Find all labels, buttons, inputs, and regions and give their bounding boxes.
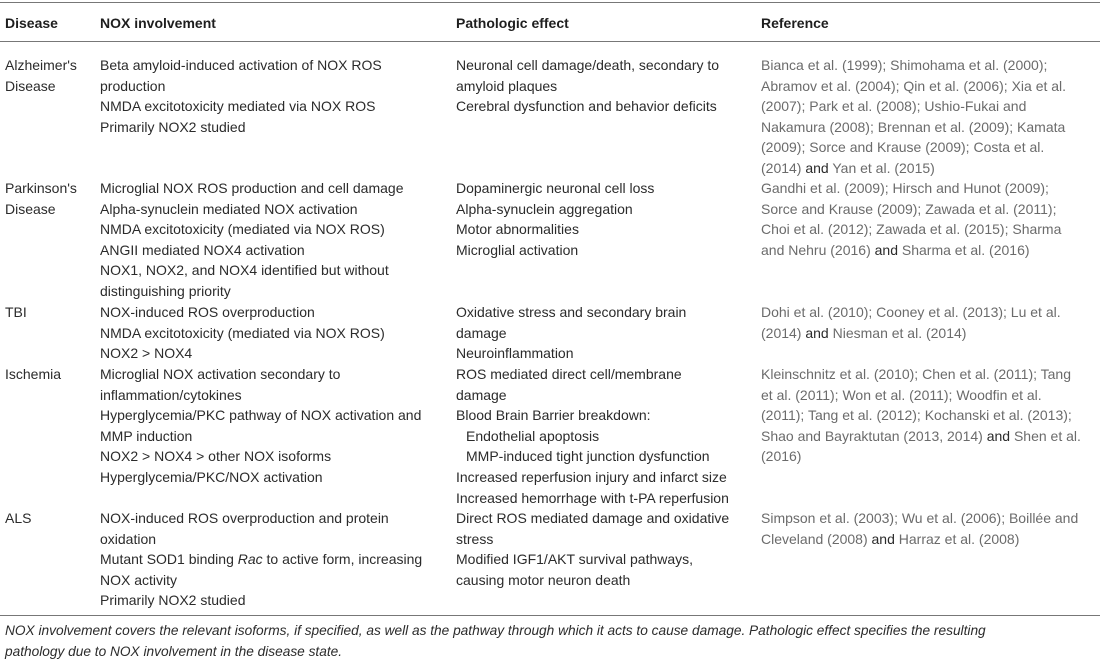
nox-line: NOX2 > NOX4 <box>100 345 193 362</box>
reference-line: Nakamura (2008); Brennan et al. (2009); Kamata <box>761 118 1066 135</box>
reference-line: Choi et al. (2012); Zawada et al. (2015); Sharma <box>761 221 1062 238</box>
nox-line: MMP induction <box>100 427 193 444</box>
pathologic-subitem-line: MMP-induced tight junction dysfunction <box>466 448 710 465</box>
table-row-ischemia-pathologic <box>456 364 756 508</box>
nox-line: Alpha-synuclein mediated NOX activation <box>100 200 358 217</box>
nox-line: Primarily NOX2 studied <box>100 118 246 135</box>
pathologic-line: Dopaminergic neuronal cell loss <box>456 180 655 196</box>
table-row-als-reference <box>761 508 1099 549</box>
reference-line: Simpson et al. (2003); Wu et al. (2006); Boillée and <box>761 510 1079 526</box>
table-row-alzheimers-reference <box>761 55 1099 179</box>
nox-line: NMDA excitotoxicity mediated via NOX ROS <box>100 98 376 115</box>
nox-line: NOX2 > NOX4 > other NOX isoforms <box>100 448 332 465</box>
table-row-tbi-nox <box>100 302 450 364</box>
header-rule <box>0 41 1100 42</box>
nox-line: distinguishing priority <box>100 282 231 299</box>
nox-line: production <box>100 77 166 94</box>
table-row-als-nox <box>100 508 450 611</box>
disease-name-line: Parkinson's <box>5 180 77 196</box>
nox-text: to active form, increasing <box>266 551 423 568</box>
reference-citation: and Nehru (2016) <box>761 241 871 258</box>
nox-line: NOX activity <box>100 571 178 588</box>
reference-line: Abramov et al. (2004); Qin et al. (2006); Xia et al. <box>761 77 1067 94</box>
reference-line <box>761 323 1099 344</box>
reference-line: Gandhi et al. (2009); Hirsch and Hunot (2009); <box>761 180 1049 196</box>
nox-line: NMDA excitotoxicity (mediated via NOX ROS) <box>100 221 385 238</box>
pathologic-line: causing motor neuron death <box>456 571 631 588</box>
table-row-tbi-disease <box>5 302 95 323</box>
reference-and: and <box>871 530 895 547</box>
reference-citation: Cleveland (2008) <box>761 530 868 547</box>
table-row-parkinsons-nox <box>100 178 450 302</box>
reference-citation: (2014) <box>761 324 802 341</box>
pathologic-line: Modified IGF1/AKT survival pathways, <box>456 551 694 568</box>
header-disease: Disease <box>5 15 58 31</box>
rac-gene-italic: Rac <box>237 551 263 568</box>
reference-citation: Shen et al. <box>1013 427 1081 444</box>
pathologic-line: damage <box>456 324 507 341</box>
nox-line: ANGII mediated NOX4 activation <box>100 241 305 258</box>
pathologic-line: Cerebral dysfunction and behavior deficits <box>456 98 717 115</box>
reference-line: Kleinschnitz et al. (2010); Chen et al. (2011); Tang <box>761 366 1071 382</box>
nox-line: Beta amyloid-induced activation of NOX ROS <box>100 57 382 73</box>
reference-citation: (2014) <box>761 159 802 176</box>
header-reference: Reference <box>761 15 829 31</box>
reference-citation: Niesman et al. (2014) <box>832 324 967 341</box>
nox-text: Mutant SOD1 binding <box>100 551 234 568</box>
table-row-tbi-reference <box>761 302 1099 343</box>
reference-and: and <box>805 324 829 341</box>
pathologic-line: stress <box>456 530 494 547</box>
table-row-ischemia-reference <box>761 364 1099 467</box>
reference-line <box>761 158 1099 179</box>
reference-and: and <box>874 241 898 258</box>
reference-line: (2016) <box>761 448 802 465</box>
pathologic-line: Motor abnormalities <box>456 221 579 238</box>
table-row-alzheimers-pathologic <box>456 55 756 117</box>
pathologic-line: ROS mediated direct cell/membrane <box>456 366 682 382</box>
table-row-parkinsons-reference <box>761 178 1099 260</box>
reference-line: (2007); Park et al. (2008); Ushio-Fukai and <box>761 98 1027 115</box>
footnote-line: NOX involvement covers the relevant isoforms, if specified, as well as the pathway through which it acts to cause damage. Pathologic effect specifies the resulting <box>5 623 986 638</box>
reference-line: Bianca et al. (1999); Shimohama et al. (2000); <box>761 57 1048 73</box>
nox-line: oxidation <box>100 530 157 547</box>
table-row-alzheimers-nox <box>100 55 450 137</box>
disease-name-line: TBI <box>5 304 27 320</box>
reference-line <box>761 240 1099 261</box>
header-pathologic-effect: Pathologic effect <box>456 15 569 31</box>
disease-name-line: ALS <box>5 510 32 526</box>
table-bottom-rule <box>0 615 1100 616</box>
pathologic-line: Microglial activation <box>456 241 579 258</box>
table-row-alzheimers-disease <box>5 55 95 96</box>
reference-line: (2011); Tang et al. (2012); Kochanski et al. (2013); <box>761 407 1072 424</box>
header-nox-involvement: NOX involvement <box>100 15 216 31</box>
nox-line: inflammation/cytokines <box>100 386 242 403</box>
pathologic-line: Neuronal cell damage/death, secondary to <box>456 57 720 73</box>
table-row-parkinsons-pathologic <box>456 178 756 260</box>
footnote-line: pathology due to NOX involvement in the disease state. <box>5 644 343 659</box>
disease-name-line: Alzheimer's <box>5 57 77 73</box>
pathologic-line: Direct ROS mediated damage and oxidative <box>456 510 730 526</box>
pathologic-line: damage <box>456 386 507 403</box>
reference-and: and <box>986 427 1011 444</box>
pathologic-subitem-line: Endothelial apoptosis <box>466 427 600 444</box>
pathologic-line: Neuroinflammation <box>456 345 574 362</box>
nox-line: NMDA excitotoxicity (mediated via NOX ROS) <box>100 324 385 341</box>
nox-line: Hyperglycemia/PKC/NOX activation <box>100 468 323 485</box>
pathologic-line: Oxidative stress and secondary brain <box>456 304 687 320</box>
nox-line: Microglial NOX activation secondary to <box>100 366 341 382</box>
reference-and: and <box>805 159 829 176</box>
table-row-tbi-pathologic <box>456 302 756 364</box>
reference-citation: Sharma et al. (2016) <box>901 241 1030 258</box>
nox-line: Primarily NOX2 studied <box>100 592 246 609</box>
nox-line: NOX-induced ROS overproduction and protein <box>100 510 389 526</box>
nox-line: NOX-induced ROS overproduction <box>100 304 315 320</box>
nox-line: NOX1, NOX2, and NOX4 identified but without <box>100 262 389 279</box>
pathologic-line: Blood Brain Barrier breakdown: <box>456 407 651 424</box>
disease-name-line: Ischemia <box>5 366 62 382</box>
reference-citation: Yan et al. (2015) <box>832 159 935 176</box>
reference-line: Sorce and Krause (2009); Zawada et al. (2011); <box>761 200 1057 217</box>
disease-name-line: Disease <box>5 200 56 217</box>
table-row-ischemia-nox <box>100 364 450 488</box>
reference-line <box>761 529 1099 550</box>
table-row-ischemia-disease <box>5 364 95 385</box>
pathologic-line: Increased reperfusion injury and infarct size <box>456 468 727 485</box>
reference-line <box>761 426 1099 447</box>
reference-line: Dohi et al. (2010); Cooney et al. (2013); Lu et al. <box>761 304 1061 320</box>
table-row-als-disease <box>5 508 95 529</box>
disease-name-line: Disease <box>5 77 56 94</box>
nox-line <box>100 549 450 570</box>
nox-line: Hyperglycemia/PKC pathway of NOX activation and <box>100 407 422 424</box>
table-row-als-pathologic <box>456 508 756 590</box>
reference-line: et al. (2011); Won et al. (2011); Woodfin et al. <box>761 386 1042 403</box>
pathologic-line: Alpha-synuclein aggregation <box>456 200 633 217</box>
table-row-parkinsons-disease <box>5 178 95 219</box>
pathologic-line: amyloid plaques <box>456 77 558 94</box>
pathologic-line: Increased hemorrhage with t-PA reperfusion <box>456 489 729 506</box>
reference-citation: Harraz et al. (2008) <box>898 530 1020 547</box>
reference-line: (2009); Sorce and Krause (2009); Costa et al. <box>761 139 1045 156</box>
nox-line: Microglial NOX ROS production and cell damage <box>100 180 404 196</box>
table-footnote <box>5 620 1097 662</box>
reference-citation: Shao and Bayraktutan (2013, 2014) <box>761 427 983 444</box>
table-top-rule <box>0 2 1100 3</box>
